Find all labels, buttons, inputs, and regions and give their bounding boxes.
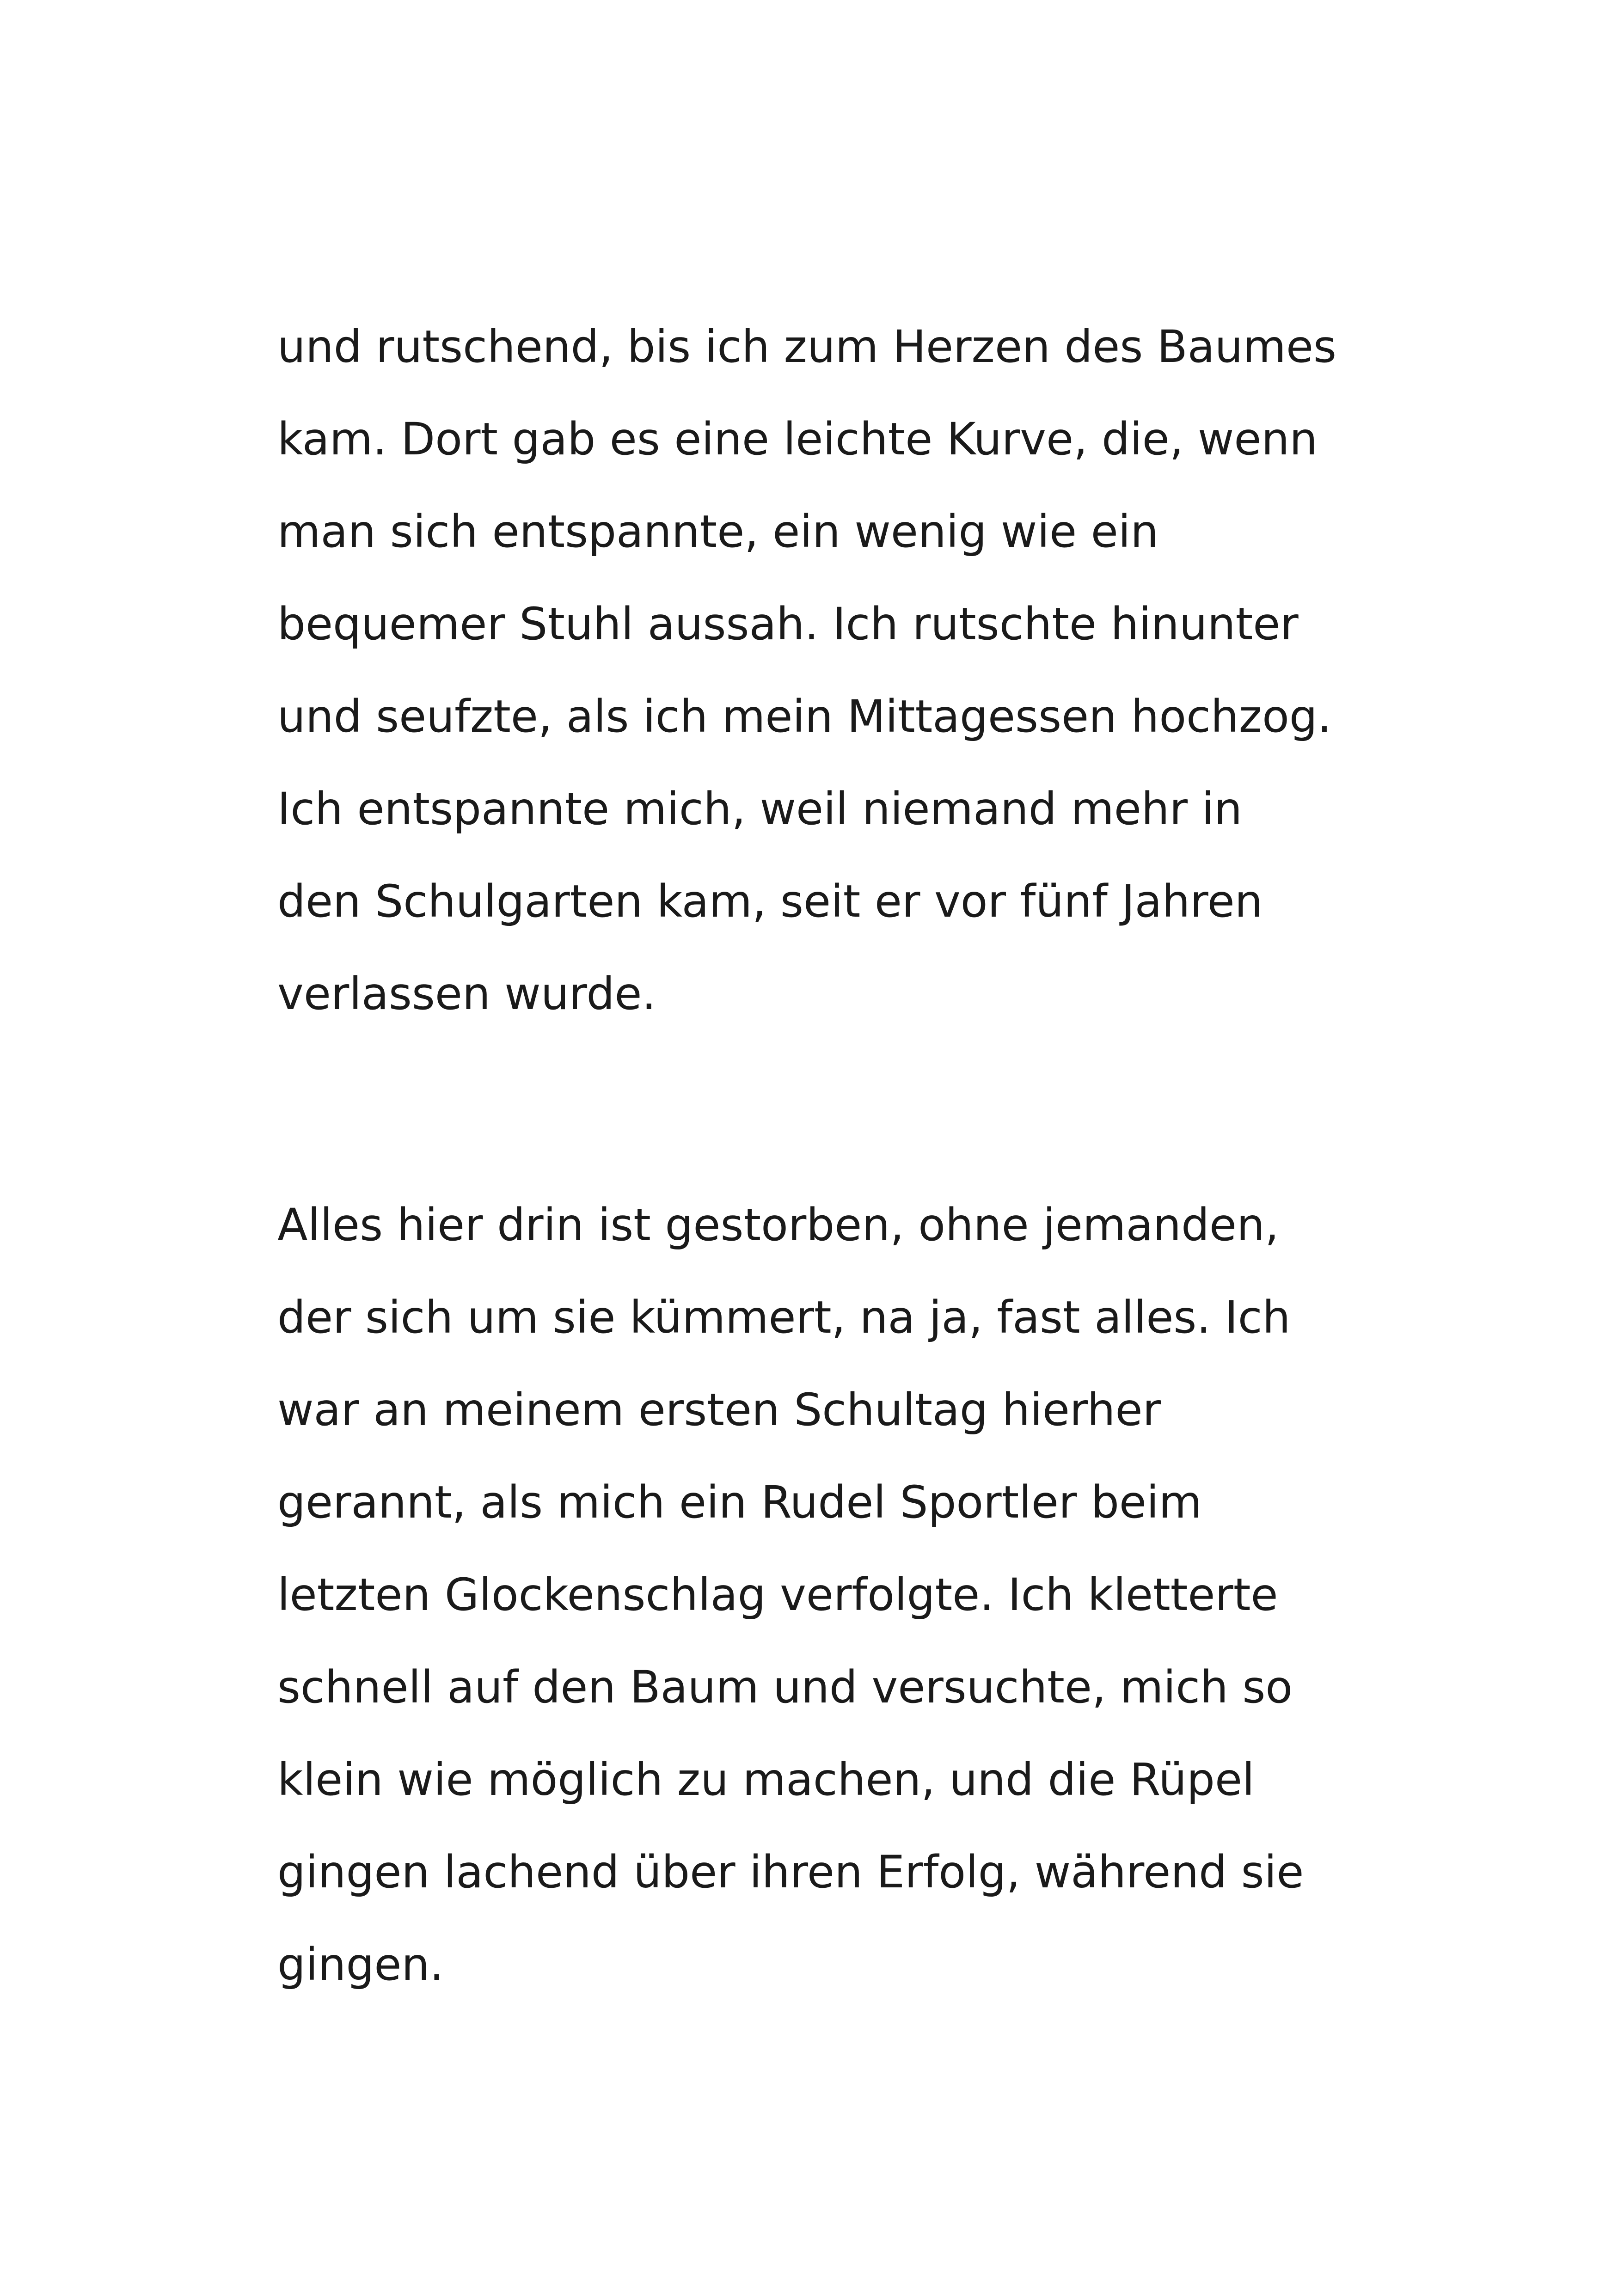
paragraph-line: klein wie möglich zu machen, und die Rüpel	[277, 1754, 1255, 1806]
paragraph-line: man sich entspannte, ein wenig wie ein	[277, 506, 1159, 557]
paragraph-1	[277, 300, 1387, 1040]
paragraph-line: Ich entspannte mich, weil niemand mehr in	[277, 783, 1243, 835]
paragraph-line: gerannt, als mich ein Rudel Sportler beim	[277, 1476, 1202, 1528]
paragraph-line: schnell auf den Baum und versuchte, mich so	[277, 1661, 1293, 1713]
paragraph-line: gingen.	[277, 1939, 444, 1990]
paragraph-line: Alles hier drin ist gestorben, ohne jemanden,	[277, 1199, 1279, 1251]
paragraph-line: war an meinem ersten Schultag hierher	[277, 1384, 1161, 1436]
paragraph-line: kam. Dort gab es eine leichte Kurve, die, wenn	[277, 413, 1318, 465]
paragraph-line: letzten Glockenschlag verfolgte. Ich kletterte	[277, 1569, 1278, 1621]
paragraph-line: gingen lachend über ihren Erfolg, während sie	[277, 1846, 1304, 1898]
paragraph-2	[277, 1179, 1387, 2011]
paragraph-line: verlassen wurde.	[277, 968, 656, 1020]
paragraph-line: der sich um sie kümmert, na ja, fast alles. Ich	[277, 1292, 1291, 1343]
paragraph-line: und seufzte, als ich mein Mittagessen hochzog.	[277, 691, 1332, 742]
paragraph-line: den Schulgarten kam, seit er vor fünf Jahren	[277, 876, 1263, 927]
paragraph-line: bequemer Stuhl aussah. Ich rutschte hinunter	[277, 598, 1299, 650]
paragraph-line: und rutschend, bis ich zum Herzen des Baumes	[277, 321, 1337, 373]
